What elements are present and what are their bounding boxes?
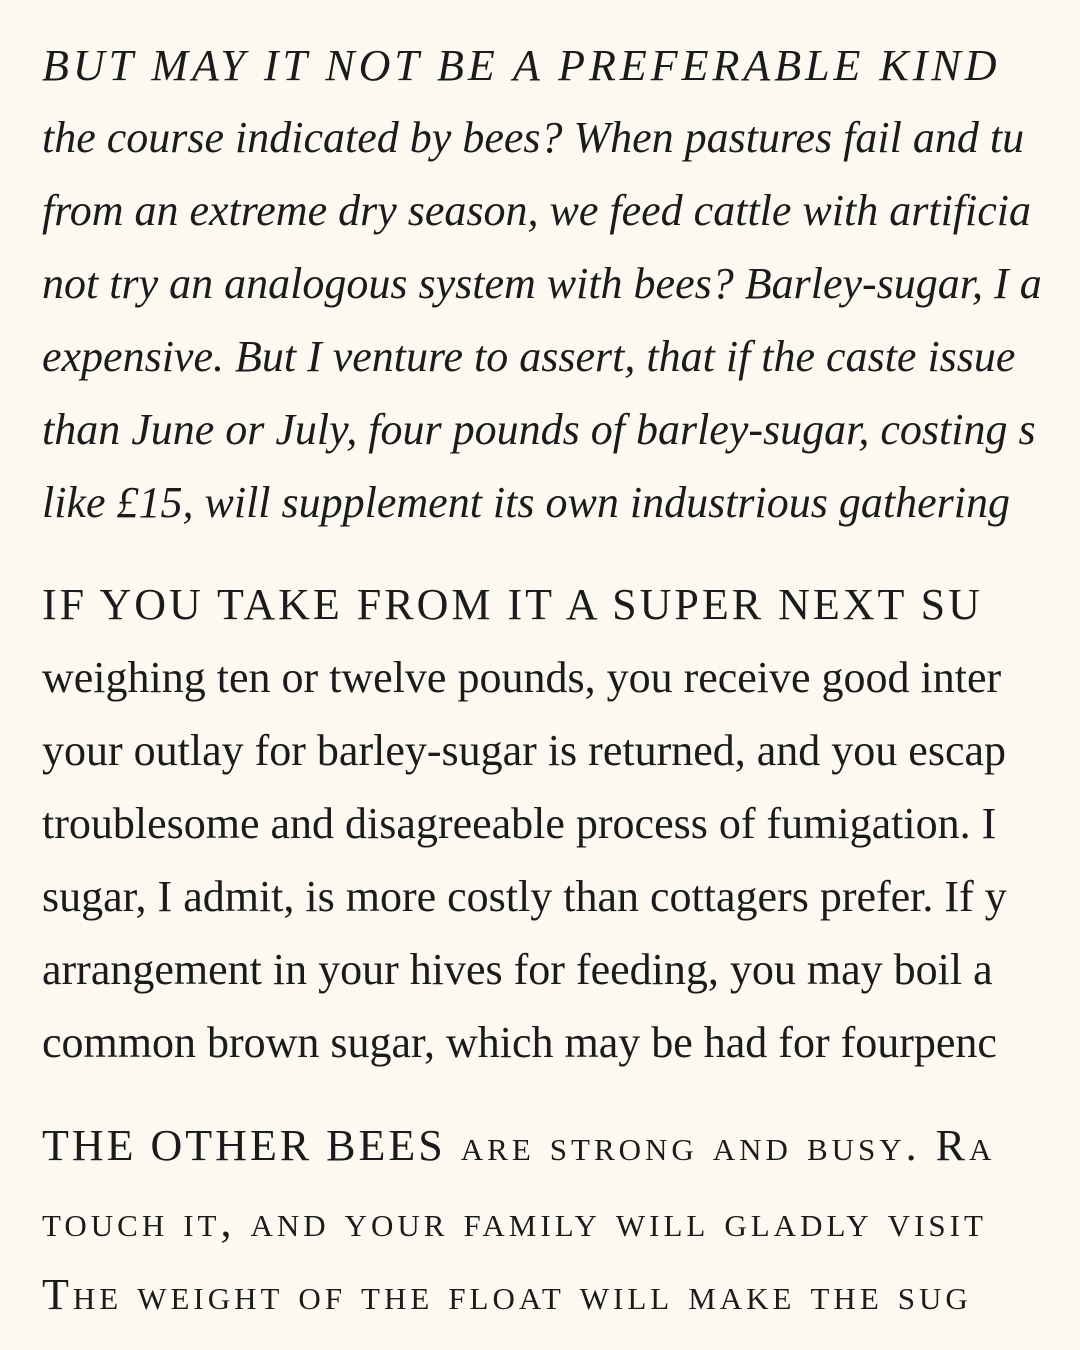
paragraph-3-lead-rest: are strong and busy. Ra xyxy=(445,1121,996,1170)
paragraph-2-line: common brown sugar, which may be had for fourpenc xyxy=(42,1018,997,1067)
paragraph-1-line: the course indicated by bees? When pastures fail and tu xyxy=(42,113,1025,162)
paragraph-2-line: weighing ten or twelve pounds, you receive good inter xyxy=(42,653,1002,702)
paragraph-3-line: touch it, and your family will gladly visit xyxy=(42,1197,987,1246)
paragraph-1-line: not try an analogous system with bees? Barley-sugar, I a xyxy=(42,259,1042,308)
paragraph-2-line: troublesome and disagreeable process of fumigation. I xyxy=(42,799,997,848)
paragraph-3-line: The weight of the float will make the sug xyxy=(42,1270,972,1319)
paragraph-2-lead: IF YOU TAKE FROM IT A SUPER NEXT SU xyxy=(42,580,983,629)
paragraph-2-line: arrangement in your hives for feeding, you may boil a xyxy=(42,945,993,994)
paragraph-1-line: expensive. But I venture to assert, that if the caste issue xyxy=(42,332,1016,381)
paragraph-2-line: your outlay for barley-sugar is returned, and you escap xyxy=(42,726,1007,775)
paragraph-2-line: sugar, I admit, is more costly than cottagers prefer. If y xyxy=(42,872,1007,921)
paragraph-3-lead: THE OTHER BEES xyxy=(42,1121,446,1170)
paragraph-1-line: like £15, will supplement its own industrious gathering xyxy=(42,478,1010,527)
paragraph-1-line: than June or July, four pounds of barley-sugar, costing s xyxy=(42,405,1036,454)
paragraph-3-first-line xyxy=(42,1116,995,1176)
paragraph-1-lead: BUT MAY IT NOT BE A PREFERABLE KIND xyxy=(42,41,1001,90)
paragraph-1-line: from an extreme dry season, we feed cattle with artificia xyxy=(42,186,1031,235)
